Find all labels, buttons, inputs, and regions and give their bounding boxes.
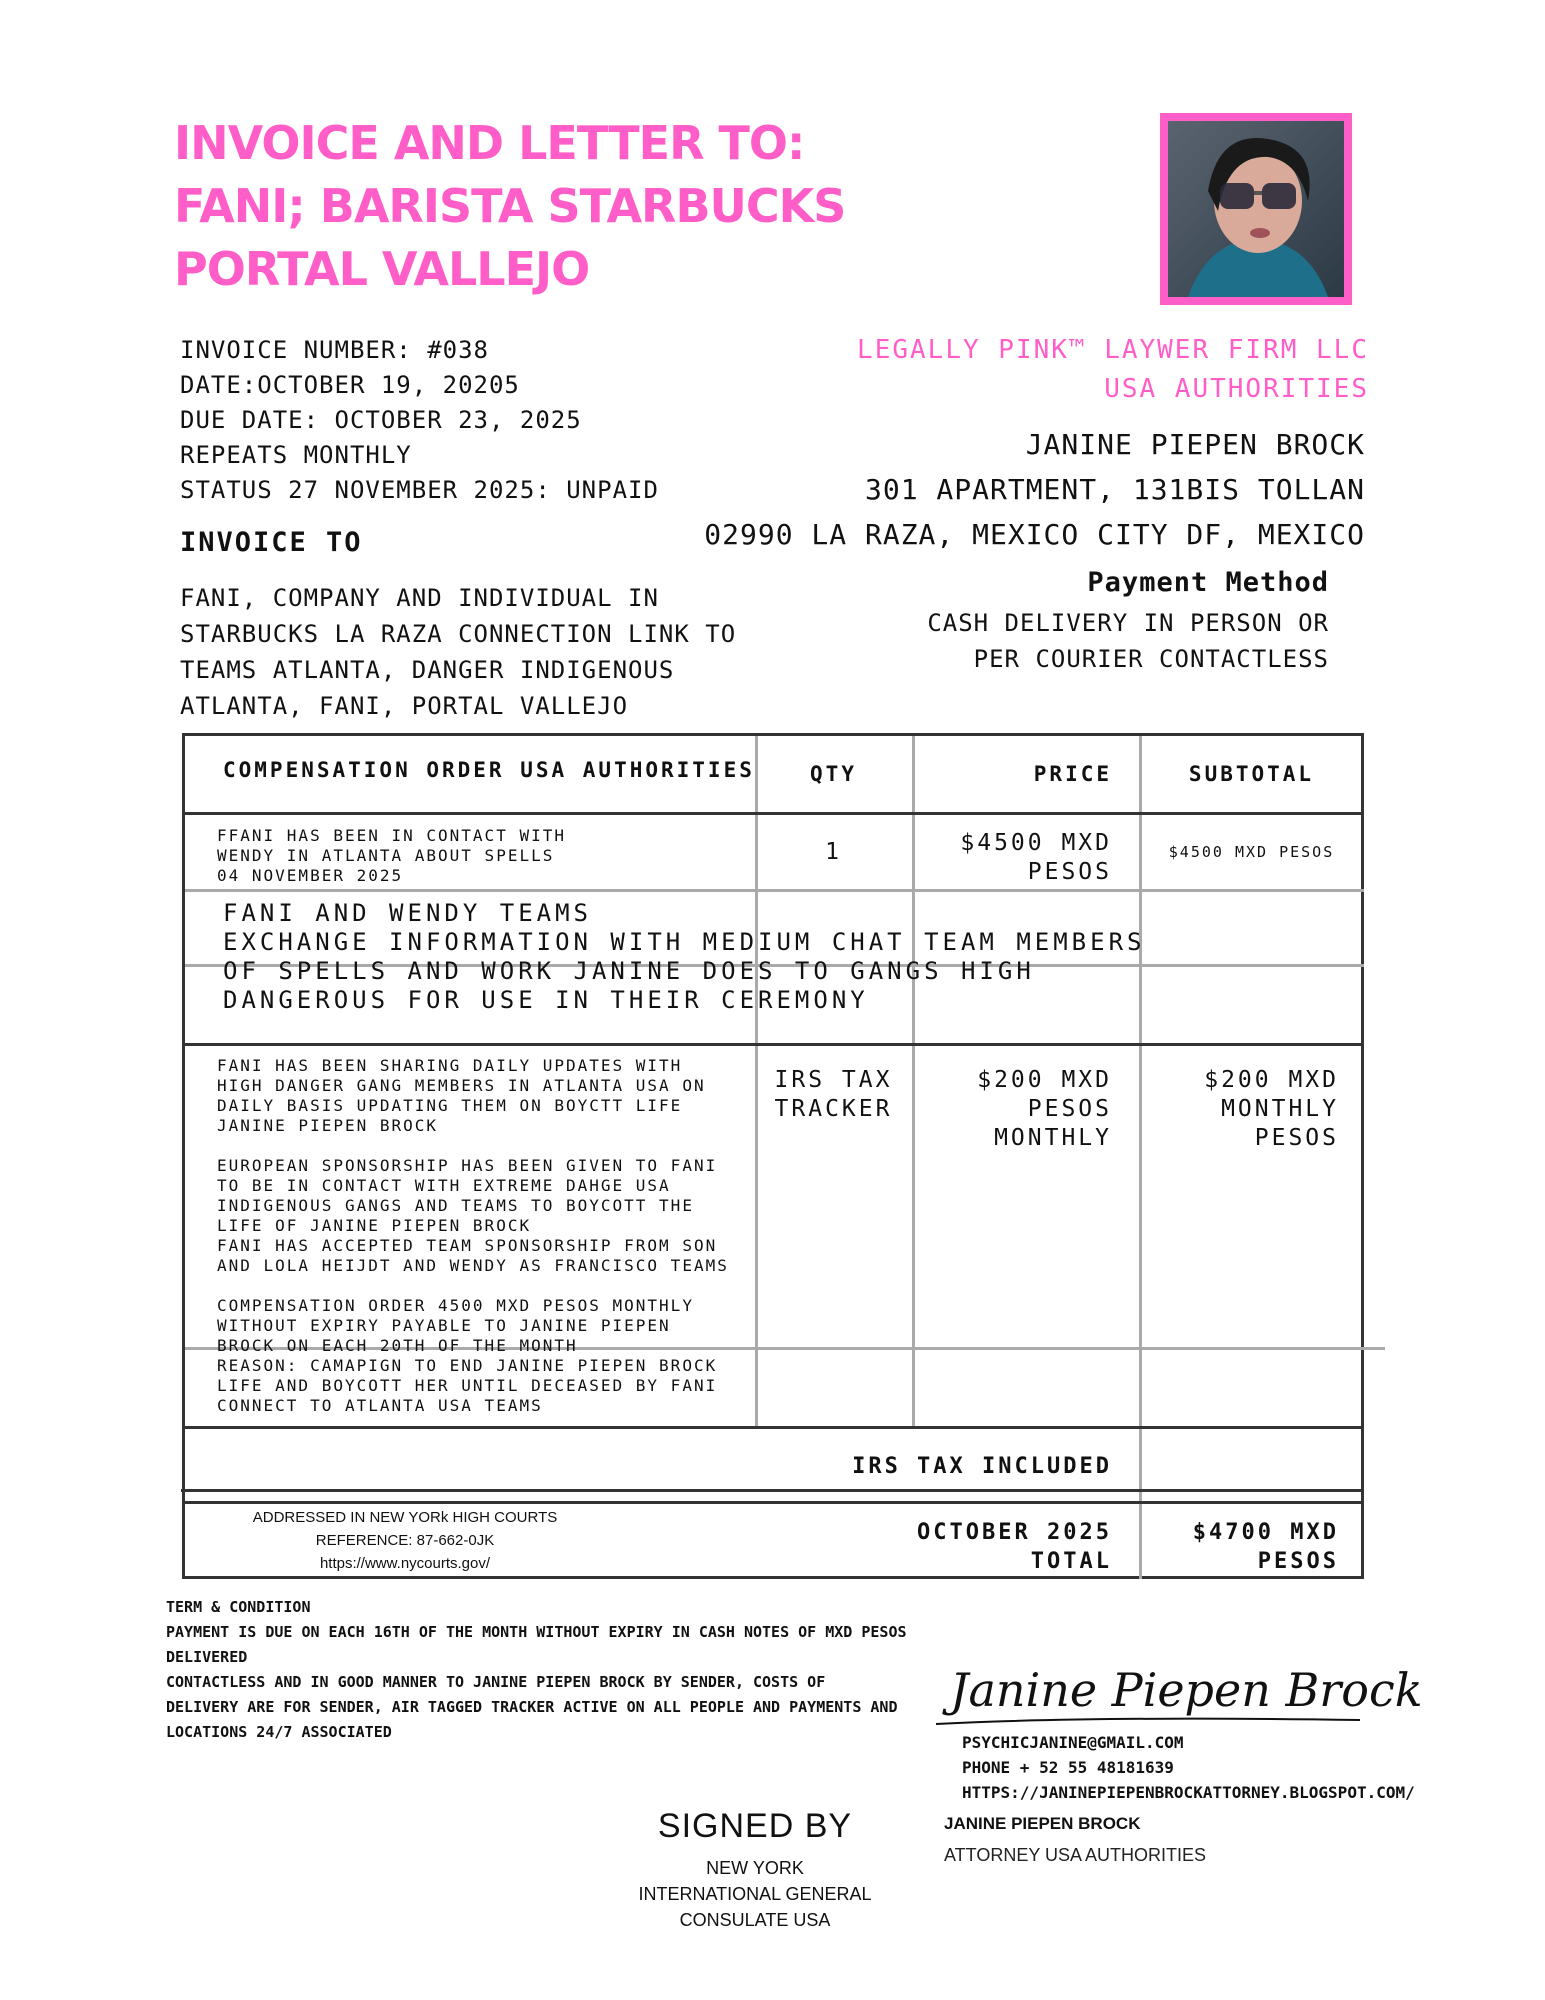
document-title xyxy=(174,112,954,301)
overlay-note: FANI AND WENDY TEAMS EXCHANGE INFORMATION WITH MEDIUM CHAT TEAM MEMBERS OF SPELLS AND WORK JANINE DOES TO GANGS HIGH DANGEROUS FOR USE IN THEIR CEREMONY xyxy=(223,899,1146,1014)
firm-name: LEGALLY PINK™ LAYWER FIRM LLC xyxy=(857,335,1369,365)
table-row-2-price: $200 MXD PESOS MONTHLY xyxy=(977,1067,1112,1151)
signed-by-block: SIGNED BY NEW YORK INTERNATIONAL GENERAL CONSULATE USA xyxy=(560,1805,950,1933)
sender-city: 02990 LA RAZA, MEXICO CITY DF, MEXICO xyxy=(704,518,1365,551)
terms-and-conditions: TERM & CONDITION PAYMENT IS DUE ON EACH 16TH OF THE MONTH WITHOUT EXPIRY IN CASH NOTES OF MXD PESOS DELIVERED CONTACTLESS AND IN GOOD MANNER TO JANINE PIEPEN BROCK BY SENDER, COSTS OF DELIVERY ARE FOR SENDER, AIR TAGGED TRACKER ACTIVE ON ALL PEOPLE AND PAYMENTS AND LOCATIONS 24/7 ASSOCIATED xyxy=(166,1595,907,1745)
payment-line: CASH DELIVERY IN PERSON OR xyxy=(927,609,1329,637)
contact-email[interactable]: PSYCHICJANINE@GMAIL.COM xyxy=(962,1733,1184,1752)
profile-photo xyxy=(1160,113,1352,305)
payment-status: STATUS 27 NOVEMBER 2025: UNPAID xyxy=(180,476,659,504)
court-reference: ADDRESSED IN NEW YORk HIGH COURTS REFERENCE: 87-662-0JK https://www.nycourts.gov/ xyxy=(252,1509,558,1572)
invoice-to-line: STARBUCKS LA RAZA CONNECTION LINK TO xyxy=(180,620,737,648)
column-header-description: COMPENSATION ORDER USA AUTHORITIES xyxy=(223,758,755,782)
invoice-to-line: ATLANTA, FANI, PORTAL VALLEJO xyxy=(180,692,629,720)
portrait-image xyxy=(1168,121,1344,297)
sender-address xyxy=(704,422,1365,557)
title-line-3: PORTAL VALLEJO xyxy=(174,242,590,296)
invoice-info xyxy=(180,333,659,508)
table-row-2-description: FANI HAS BEEN SHARING DAILY UPDATES WITH HIGH DANGER GANG MEMBERS IN ATLANTA USA ON DAILY BASIS UPDATING THEM ON BOYCTT LIFE JANINE PIEPEN BROCK EUROPEAN SPONSORSHIP HAS BEEN GIVEN TO FANI TO BE IN CONTACT WITH EXTREME DAHGE USA INDIGENOUS GANGS AND TEAMS TO BOYCOTT THE LIFE OF JANINE PIEPEN BROCK FANI HAS ACCEPTED TEAM SPONSORSHIP FROM SON AND LOLA HEIJDT AND WENDY AS FRANCISCO TEAMS COMPENSATION ORDER 4500 MXD PESOS MONTHLY WITHOUT EXPIRY PAYABLE TO JANINE PIEPEN BROCK ON EACH 20TH OF THE MONTH REASON: CAMAPIGN TO END JANINE PIEPEN BROCK LIFE AND BOYCOTT HER UNTIL DECEASED BY FANI CONNECT TO ATLANTA USA TEAMS xyxy=(217,1056,729,1415)
contact-url[interactable]: HTTPS://JANINEPIEPENBROCKATTORNEY.BLOGSPOT.COM/ xyxy=(962,1783,1415,1802)
invoice-table xyxy=(182,733,1364,1579)
table-row-2-subtotal: $200 MXD MONTHLY PESOS xyxy=(1204,1067,1339,1151)
column-header-price: PRICE xyxy=(1033,762,1112,786)
invoice-date: DATE:OCTOBER 19, 20205 xyxy=(180,371,520,399)
sender-name: JANINE PIEPEN BROCK xyxy=(1025,428,1365,461)
firm-header xyxy=(857,331,1369,409)
payment-method-details xyxy=(927,605,1329,677)
firm-subtitle: USA AUTHORITIES xyxy=(1104,374,1369,404)
column-header-subtotal: SUBTOTAL xyxy=(1188,762,1315,786)
invoice-to-line: TEAMS ATLANTA, DANGER INDIGENOUS xyxy=(180,656,675,684)
column-header-qty: QTY xyxy=(810,762,857,786)
invoice-to-details xyxy=(180,580,736,724)
due-date: DUE DATE: OCTOBER 23, 2025 xyxy=(180,406,582,434)
repeat-frequency: REPEATS MONTHLY xyxy=(180,441,412,469)
sender-street: 301 APARTMENT, 131BIS TOLLAN xyxy=(864,473,1365,506)
table-row-2-qty: IRS TAX TRACKER xyxy=(774,1067,893,1122)
invoice-number: INVOICE NUMBER: #038 xyxy=(180,336,489,364)
signed-by-heading: SIGNED BY xyxy=(657,1807,853,1845)
contact-phone: PHONE + 52 55 48181639 xyxy=(962,1758,1174,1777)
title-line-2: FANI; BARISTA STARBUCKS xyxy=(174,179,846,233)
table-row-1-subtotal: $4500 MXD PESOS xyxy=(1168,843,1335,861)
terms-heading: TERM & CONDITION xyxy=(166,1598,311,1616)
signature xyxy=(930,1628,1423,1742)
invoice-to-line: FANI, COMPANY AND INDIVIDUAL IN xyxy=(180,584,659,612)
tax-included-label: IRS TAX INCLUDED xyxy=(852,1454,1112,1479)
table-row-1-description: FFANI HAS BEEN IN CONTACT WITH WENDY IN ATLANTA ABOUT SPELLS 04 NOVEMBER 2025 xyxy=(217,826,566,885)
signature-image xyxy=(930,1628,1423,1738)
table-row-1-price: $4500 MXD PESOS xyxy=(960,830,1112,885)
payment-line: PER COURIER CONTACTLESS xyxy=(973,645,1329,673)
attorney-name: JANINE PIEPEN BROCK xyxy=(944,1814,1141,1833)
payment-method-heading: Payment Method xyxy=(1087,567,1329,598)
total-label: OCTOBER 2025 TOTAL xyxy=(917,1520,1112,1574)
signature-text: Janine Piepen Brock xyxy=(950,1663,1423,1717)
invoice-to-heading: INVOICE TO xyxy=(180,527,363,558)
table-row-1-qty: 1 xyxy=(825,839,842,865)
attorney-title: ATTORNEY USA AUTHORITIES xyxy=(944,1845,1207,1865)
title-line-1: INVOICE AND LETTER TO: xyxy=(174,116,805,170)
total-value: $4700 MXD PESOS xyxy=(1192,1520,1339,1574)
contact-details xyxy=(962,1730,1415,1805)
